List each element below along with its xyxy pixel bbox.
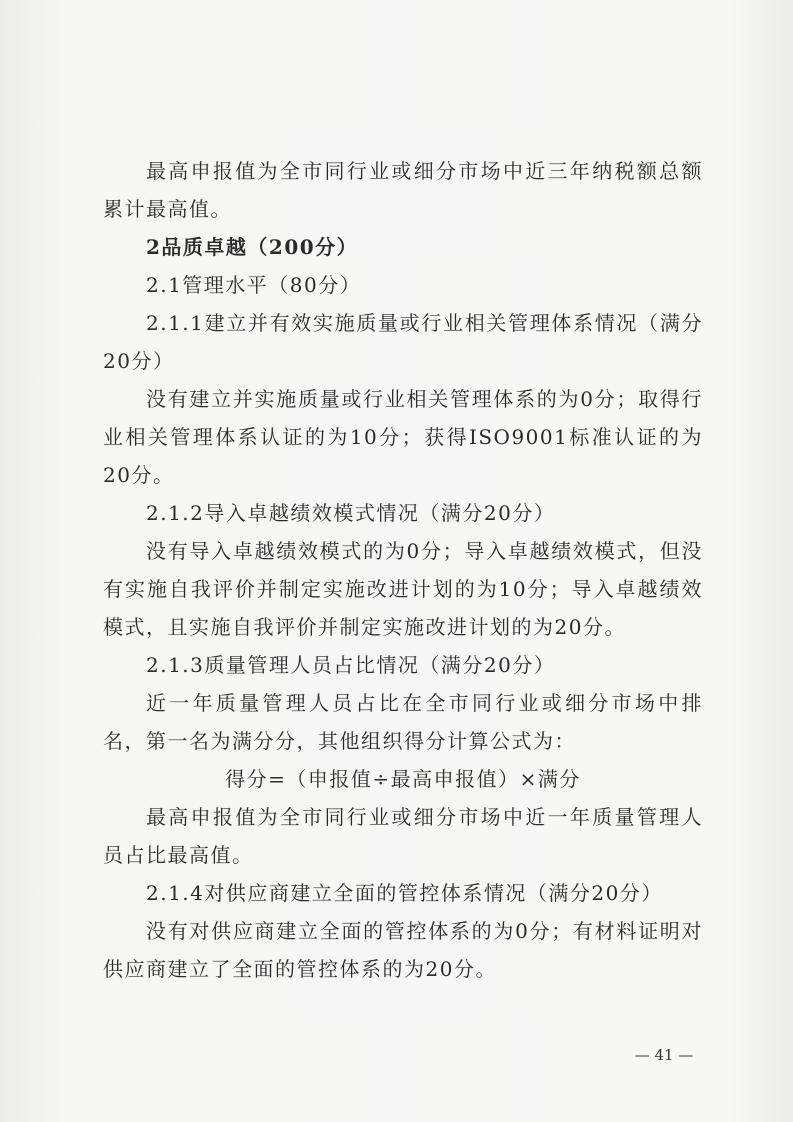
subsection-heading: 2.1管理水平（80分） — [146, 273, 362, 297]
document-body — [103, 152, 703, 988]
paragraph: 近一年质量管理人员占比在全市同行业或细分市场中排名，第一名为满分分，其他组织得分计算公式为： — [103, 691, 703, 753]
item-heading: 2.1.2导入卓越绩效模式情况（满分20分） — [146, 501, 556, 525]
item-heading: 2.1.1建立并有效实施质量或行业相关管理体系情况（满分20分） — [103, 311, 703, 373]
section-heading: 2品质卓越（200分） — [146, 235, 359, 259]
paragraph: 没有建立并实施质量或行业相关管理体系的为0分；取得行业相关管理体系认证的为10分；获得ISO9001标准认证的为20分。 — [103, 387, 703, 487]
paragraph: 最高申报值为全市同行业或细分市场中近三年纳税额总额累计最高值。 — [103, 159, 703, 221]
page-number: — 41 — — [634, 1046, 694, 1064]
item-heading: 2.1.3质量管理人员占比情况（满分20分） — [146, 653, 556, 677]
item-heading: 2.1.4对供应商建立全面的管控体系情况（满分20分） — [146, 881, 663, 905]
paragraph: 没有导入卓越绩效模式的为0分；导入卓越绩效模式，但没有实施自我评价并制定实施改进计划的为10分；导入卓越绩效模式，且实施自我评价并制定实施改进计划的为20分。 — [103, 539, 703, 639]
paragraph: 没有对供应商建立全面的管控体系的为0分；有材料证明对供应商建立了全面的管控体系的为20分。 — [103, 919, 703, 981]
formula: 得分=（申报值÷最高申报值）×满分 — [225, 767, 581, 791]
paragraph: 最高申报值为全市同行业或细分市场中近一年质量管理人员占比最高值。 — [103, 805, 703, 867]
